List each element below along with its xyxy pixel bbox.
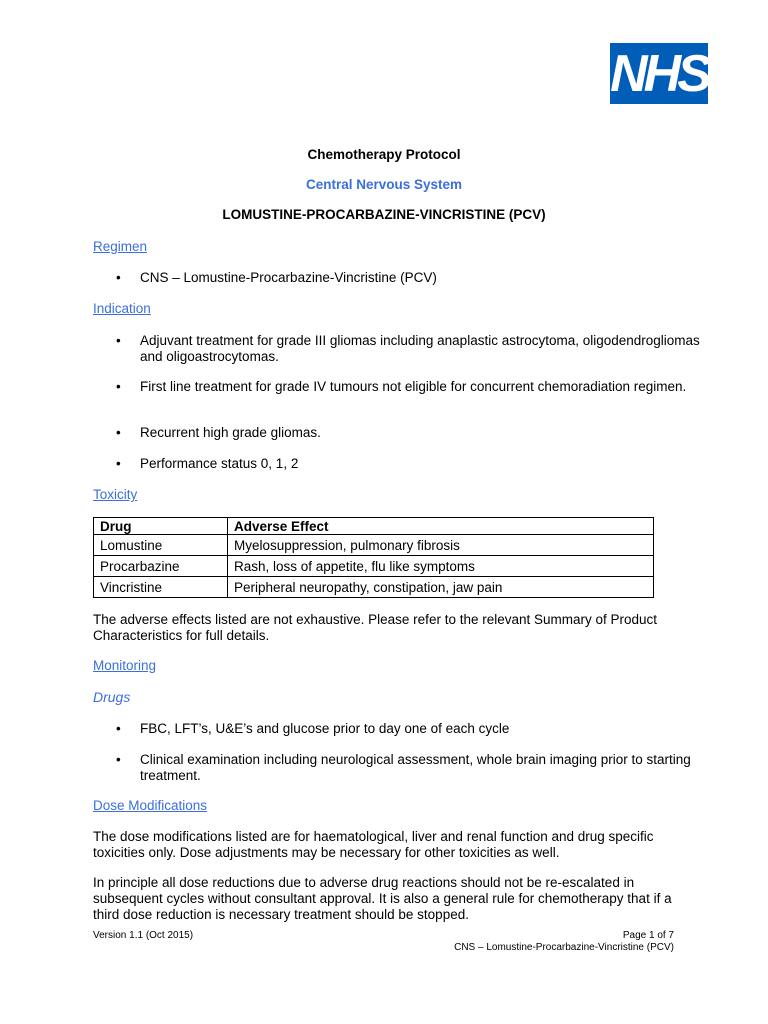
table-row [94,577,654,598]
nhs-logo [610,43,708,104]
bullet: • [116,425,121,440]
page-title: LOMUSTINE-PROCARBAZINE-VINCRISTINE (PCV) [222,207,546,222]
effect-cell: Peripheral neuropathy, constipation, jaw pain [228,577,654,598]
bullet: • [116,752,121,767]
doc-type: Chemotherapy Protocol [307,147,461,162]
drug-cell: Vincristine [94,577,228,598]
effect-cell: Rash, loss of appetite, flu like symptoms [228,556,654,577]
toxicity-note: The adverse effects listed are not exhaustive. Please refer to the relevant Summary of Product Characteristics for full details. [93,612,658,643]
monitoring-heading[interactable]: Monitoring [93,658,157,673]
bullet: • [116,333,121,348]
table-header-row [94,518,654,535]
indication-item: First line treatment for grade IV tumours not eligible for concurrent chemoradiation regimen. [140,379,687,394]
footer-doc-ref: CNS – Lomustine-Procarbazine-Vincristine (PCV) [454,942,674,953]
regimen-heading[interactable]: Regimen [93,239,148,254]
drug-cell: Procarbazine [94,556,228,577]
regimen-item: CNS – Lomustine-Procarbazine-Vincristine (PCV) [140,270,437,285]
effect-cell: Myelosuppression, pulmonary fibrosis [228,535,654,556]
indication-item: Adjuvant treatment for grade III gliomas including anaplastic astrocytoma, oligodendrogliomas and oligoastrocytomas. [140,333,700,364]
dose-modifications-heading[interactable]: Dose Modifications [93,798,208,813]
drugs-subheading: Drugs [93,689,131,705]
bullet: • [116,456,121,471]
column-header: Adverse Effect [228,518,654,535]
monitoring-item: Clinical examination including neurological assessment, whole brain imaging prior to starting treatment. [140,752,691,783]
monitoring-item: FBC, LFT’s, U&E’s and glucose prior to day one of each cycle [140,721,510,736]
doc-category: Central Nervous System [305,177,463,192]
indication-item: Recurrent high grade gliomas. [140,425,321,440]
footer-version: Version 1.1 (Oct 2015) [93,930,194,941]
bullet: • [116,721,121,736]
footer-page: Page 1 of 7 [622,930,674,941]
drug-cell: Lomustine [94,535,228,556]
bullet: • [116,379,121,394]
nhs-logo-text: NHS [610,45,708,103]
indication-item: Performance status 0, 1, 2 [140,456,299,471]
indication-heading[interactable]: Indication [93,301,151,316]
dose-paragraph: In principle all dose reductions due to adverse drug reactions should not be re-escalated in subsequent cycles without consultant approval. It is also a general rule for chemotherapy that if a third dose reduction is necessary treatment should be stopped. [93,875,672,922]
toxicity-table [93,517,654,598]
column-header: Drug [94,518,228,535]
bullet: • [116,270,121,285]
table-row [94,556,654,577]
toxicity-heading[interactable]: Toxicity [93,487,138,502]
dose-paragraph: The dose modifications listed are for haematological, liver and renal function and drug specific toxicities only. Dose adjustments may be necessary for other toxicities as well. [93,829,654,860]
table-row [94,535,654,556]
